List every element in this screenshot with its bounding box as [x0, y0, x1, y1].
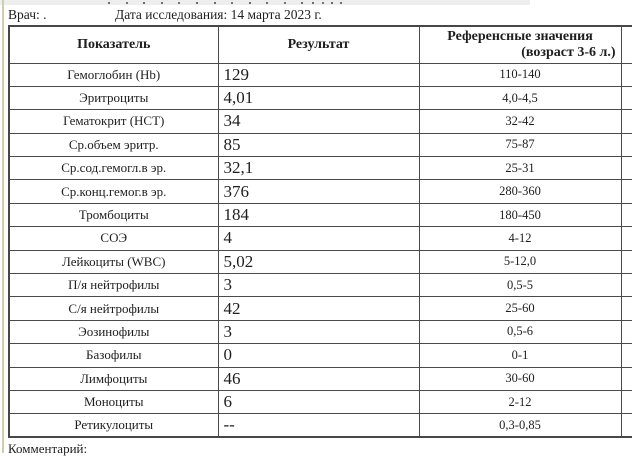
- indicator-cell: Тромбоциты: [9, 203, 218, 226]
- reference-cell: 30-60: [419, 367, 621, 390]
- clipped-row-shading: [0, 0, 530, 5]
- extra-cell: [621, 203, 632, 226]
- result-cell: 3: [218, 320, 419, 343]
- table-row: [9, 297, 632, 320]
- extra-cell: [621, 250, 632, 273]
- table-row: [9, 367, 632, 390]
- result-cell: 46: [218, 367, 419, 390]
- extra-cell: [621, 227, 632, 250]
- table-header-row: [9, 26, 632, 63]
- indicator-cell: Ср.конц.гемог.в эр.: [9, 180, 218, 203]
- extra-cell: [621, 320, 632, 343]
- indicator-cell: Базофилы: [9, 344, 218, 367]
- table-row: [9, 63, 632, 86]
- indicator-cell: Гематокрит (HCT): [9, 110, 218, 133]
- column-header-reference: [419, 26, 621, 63]
- table-row: [9, 133, 632, 156]
- indicator-cell: Лейкоциты (WBC): [9, 250, 218, 273]
- comment-label: Комментарий:: [8, 441, 88, 456]
- indicator-cell: СОЭ: [9, 227, 218, 250]
- indicator-cell: П/я нейтрофилы: [9, 274, 218, 297]
- reference-cell: 0-1: [419, 344, 621, 367]
- extra-cell: [621, 180, 632, 203]
- result-cell: 5,02: [218, 250, 419, 273]
- result-cell: 3: [218, 274, 419, 297]
- result-cell: 4: [218, 227, 419, 250]
- indicator-cell: Моноциты: [9, 390, 218, 413]
- table-row: [9, 203, 632, 226]
- indicator-cell: Лимфоциты: [9, 367, 218, 390]
- extra-cell: [621, 390, 632, 413]
- reference-cell: 4-12: [419, 227, 621, 250]
- reference-cell: 25-60: [419, 297, 621, 320]
- indicator-cell: Ретикулоциты: [9, 414, 218, 437]
- reference-cell: 32-42: [419, 110, 621, 133]
- reference-cell: 110-140: [419, 63, 621, 86]
- reference-cell: 180-450: [419, 203, 621, 226]
- study-date-label: Дата исследования: 14 марта 2023 г.: [115, 7, 322, 22]
- reference-cell: 0,5-5: [419, 274, 621, 297]
- column-header-extra: [621, 26, 632, 63]
- extra-cell: [621, 274, 632, 297]
- column-header-result: Результат: [218, 26, 419, 63]
- extra-cell: [621, 63, 632, 86]
- reference-header-line2: (возраст 3-6 л.): [521, 44, 616, 60]
- reference-cell: 0,3-0,85: [419, 414, 621, 437]
- clipped-text-artifact: [0, 2, 2, 4]
- result-cell: 4,01: [218, 86, 419, 109]
- reference-cell: 5-12,0: [419, 250, 621, 273]
- reference-cell: 75-87: [419, 133, 621, 156]
- result-cell: 34: [218, 110, 419, 133]
- table-row: [9, 390, 632, 413]
- table-row: [9, 250, 632, 273]
- table-row: [9, 157, 632, 180]
- reference-cell: 2-12: [419, 390, 621, 413]
- reference-cell: 0,5-6: [419, 320, 621, 343]
- extra-cell: [621, 157, 632, 180]
- table-row: [9, 86, 632, 109]
- result-cell: 85: [218, 133, 419, 156]
- indicator-cell: С/я нейтрофилы: [9, 297, 218, 320]
- table-row: [9, 110, 632, 133]
- table-row: [9, 414, 632, 437]
- indicator-cell: Ср.объем эритр.: [9, 133, 218, 156]
- extra-cell: [621, 133, 632, 156]
- extra-cell: [621, 367, 632, 390]
- column-header-indicator: Показатель: [9, 26, 218, 63]
- result-cell: --: [218, 414, 419, 437]
- lab-results-table: [8, 25, 632, 438]
- reference-cell: 25-31: [419, 157, 621, 180]
- result-cell: 376: [218, 180, 419, 203]
- extra-cell: [621, 344, 632, 367]
- extra-cell: [621, 110, 632, 133]
- extra-cell: [621, 297, 632, 320]
- table-row: [9, 227, 632, 250]
- extra-cell: [621, 414, 632, 437]
- result-cell: 6: [218, 390, 419, 413]
- result-cell: 129: [218, 63, 419, 86]
- result-cell: 42: [218, 297, 419, 320]
- reference-cell: 4,0-4,5: [419, 86, 621, 109]
- result-cell: 0: [218, 344, 419, 367]
- reference-cell: 280-360: [419, 180, 621, 203]
- page-edge-line: [2, 0, 4, 453]
- indicator-cell: Ср.сод.гемогл.в эр.: [9, 157, 218, 180]
- indicator-cell: Эозинофилы: [9, 320, 218, 343]
- indicator-cell: Эритроциты: [9, 86, 218, 109]
- result-cell: 184: [218, 203, 419, 226]
- document-meta-line: [0, 7, 632, 23]
- result-cell: 32,1: [218, 157, 419, 180]
- extra-cell: [621, 86, 632, 109]
- reference-header-line1: Референсные значения: [447, 28, 593, 44]
- table-row: [9, 274, 632, 297]
- table-row: [9, 320, 632, 343]
- table-row: [9, 344, 632, 367]
- indicator-cell: Гемоглобин (Hb): [9, 63, 218, 86]
- table-row: [9, 180, 632, 203]
- doctor-label: Врач: .: [8, 7, 47, 22]
